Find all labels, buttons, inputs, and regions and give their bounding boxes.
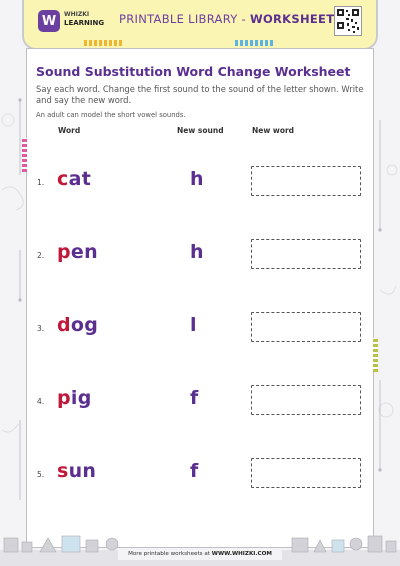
- footer-credit: [0, 551, 400, 557]
- logo-wordmark: [64, 11, 104, 27]
- word-rest: ig: [70, 387, 92, 409]
- library-title: [119, 12, 334, 26]
- row-number: 3.: [37, 324, 45, 333]
- side-stripe-left: [22, 138, 27, 172]
- worksheet-instructions: Say each word. Change the first sound to the sound of the letter shown. Write and say the new word.: [36, 84, 364, 105]
- column-header-new-sound: New sound: [177, 126, 224, 135]
- side-stripe-right: [373, 338, 378, 372]
- column-header-word: Word: [58, 126, 81, 135]
- header-stripe-left: [84, 40, 124, 46]
- footer-site-link[interactable]: WWW.WHIZKI.COM: [211, 551, 272, 557]
- word-rest: og: [70, 314, 99, 336]
- word-first-letter: s: [57, 460, 69, 482]
- word-pen: [57, 241, 98, 263]
- row-number: 4.: [37, 397, 45, 406]
- header-banner: [22, 0, 378, 50]
- word-first-letter: c: [57, 168, 69, 190]
- new-word-answer-box[interactable]: [251, 385, 361, 415]
- word-sun: [57, 460, 96, 482]
- word-pig: [57, 387, 92, 409]
- whizki-logo-icon[interactable]: W: [38, 10, 60, 32]
- word-first-letter: p: [57, 387, 71, 409]
- row-number: 5.: [37, 470, 45, 479]
- word-rest: at: [68, 168, 92, 190]
- new-sound-letter: h: [190, 168, 204, 190]
- new-word-answer-box[interactable]: [251, 239, 361, 269]
- footer-prefix: More printable worksheets at: [128, 551, 212, 557]
- word-rest: un: [68, 460, 97, 482]
- logo-line-2: LEARNING: [64, 19, 105, 27]
- new-word-answer-box[interactable]: [251, 166, 361, 196]
- qr-code-icon[interactable]: [334, 6, 362, 36]
- column-header-new-word: New word: [252, 126, 295, 135]
- row-number: 1.: [37, 178, 45, 187]
- new-sound-letter: l: [190, 314, 197, 336]
- footer-illustration: [0, 530, 400, 566]
- new-sound-letter: f: [190, 387, 199, 409]
- library-emphasis: WORKSHEET: [249, 12, 335, 26]
- word-first-letter: p: [57, 241, 71, 263]
- new-word-answer-box[interactable]: [251, 312, 361, 342]
- new-sound-letter: h: [190, 241, 204, 263]
- new-sound-letter: f: [190, 460, 199, 482]
- row-number: 2.: [37, 251, 45, 260]
- word-first-letter: d: [57, 314, 71, 336]
- new-word-answer-box[interactable]: [251, 458, 361, 488]
- adult-note: An adult can model the short vowel sounds.: [36, 111, 186, 119]
- logo-line-1: WHIZKI: [64, 11, 90, 18]
- word-rest: en: [70, 241, 98, 263]
- worksheet-title: Sound Substitution Word Change Worksheet: [36, 64, 351, 79]
- word-dog: [57, 314, 98, 336]
- header-stripe-right: [235, 40, 275, 46]
- library-label: PRINTABLE LIBRARY -: [119, 12, 250, 26]
- word-cat: [57, 168, 91, 190]
